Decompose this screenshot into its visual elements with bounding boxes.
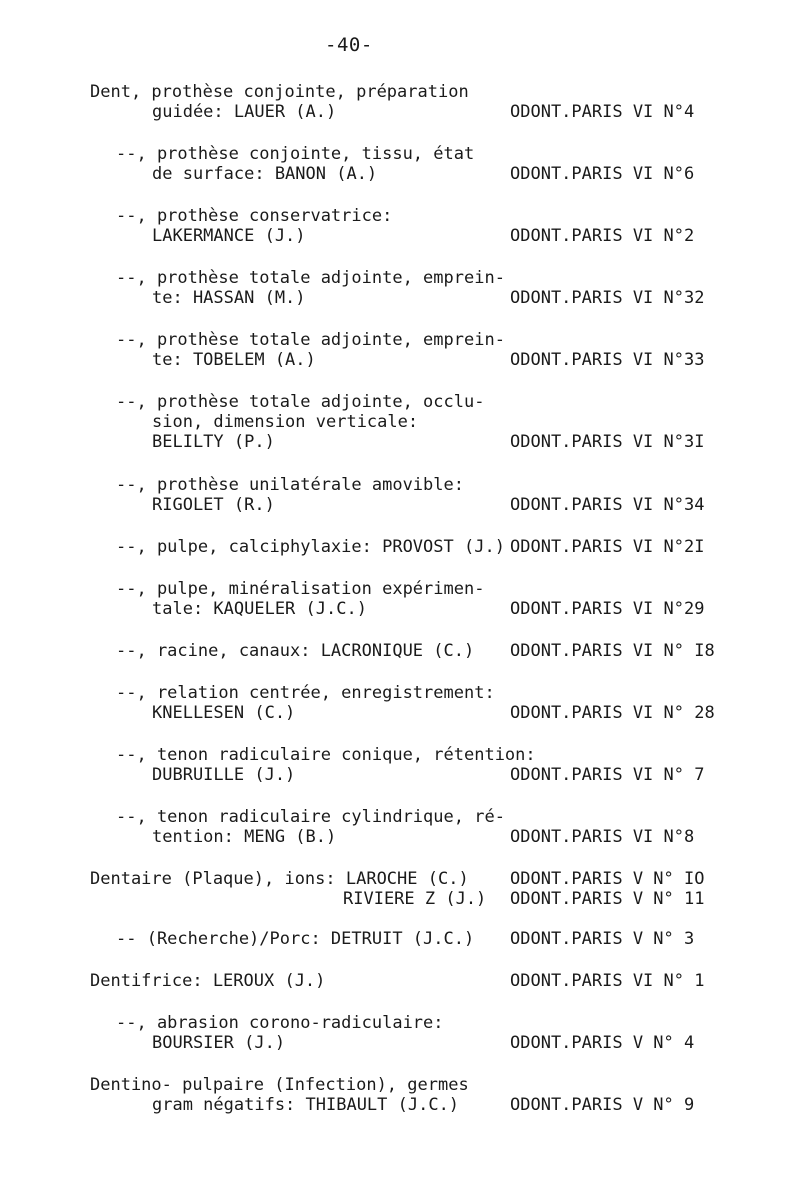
- journal-reference: ODONT.PARIS VI N°3I: [510, 432, 705, 452]
- entry-continuation: sion, dimension verticale:: [152, 412, 419, 432]
- journal-reference: ODONT.PARIS VI N°33: [510, 350, 705, 370]
- journal-reference: ODONT.PARIS VI N°2I: [510, 537, 705, 557]
- journal-reference: ODONT.PARIS VI N° 28: [510, 703, 715, 723]
- entry-heading: -- (Recherche)/Porc: DETRUIT (J.C.): [116, 929, 475, 949]
- entry-heading: --, prothèse conjointe, tissu, état: [116, 144, 475, 164]
- entry-heading: Dent, prothèse conjointe, préparation: [90, 82, 469, 102]
- entry-heading: --, abrasion corono-radiculaire:: [116, 1013, 444, 1033]
- journal-reference: ODONT.PARIS VI N° 1: [510, 971, 705, 991]
- journal-reference: ODONT.PARIS V N° 4: [510, 1033, 695, 1053]
- entry-heading: --, tenon radiculaire cylindrique, ré-: [116, 807, 505, 827]
- entry-continuation: RIVIERE Z (J.): [343, 889, 487, 909]
- entry-continuation: DUBRUILLE (J.): [152, 765, 296, 785]
- journal-reference: ODONT.PARIS VI N°8: [510, 827, 695, 847]
- journal-reference: ODONT.PARIS V N° IO: [510, 869, 705, 889]
- entry-continuation: te: TOBELEM (A.): [152, 350, 316, 370]
- journal-reference: ODONT.PARIS VI N°4: [510, 102, 695, 122]
- entry-continuation: gram négatifs: THIBAULT (J.C.): [152, 1095, 460, 1115]
- journal-reference: ODONT.PARIS V N° 3: [510, 929, 695, 949]
- entry-continuation: tention: MENG (B.): [152, 827, 337, 847]
- journal-reference: ODONT.PARIS VI N°6: [510, 164, 695, 184]
- entry-continuation: KNELLESEN (C.): [152, 703, 296, 723]
- entry-continuation: tale: KAQUELER (J.C.): [152, 599, 367, 619]
- entry-continuation: LAKERMANCE (J.): [152, 226, 306, 246]
- entry-heading: Dentaire (Plaque), ions: LAROCHE (C.): [90, 869, 469, 889]
- entry-continuation: RIGOLET (R.): [152, 495, 275, 515]
- entry-heading: --, relation centrée, enregistrement:: [116, 683, 495, 703]
- entry-continuation: BOURSIER (J.): [152, 1033, 286, 1053]
- entry-continuation: guidée: LAUER (A.): [152, 102, 337, 122]
- journal-reference: ODONT.PARIS VI N°2: [510, 226, 695, 246]
- entry-continuation: de surface: BANON (A.): [152, 164, 378, 184]
- journal-reference: ODONT.PARIS VI N°34: [510, 495, 705, 515]
- entry-heading: --, prothèse totale adjointe, emprein-: [116, 268, 505, 288]
- entry-continuation: te: HASSAN (M.): [152, 288, 306, 308]
- journal-reference: ODONT.PARIS VI N°29: [510, 599, 705, 619]
- entry-heading: --, prothèse totale adjointe, occlu-: [116, 392, 485, 412]
- journal-reference: ODONT.PARIS V N° 9: [510, 1095, 695, 1115]
- page-number: -40-: [325, 34, 373, 56]
- entry-heading: --, tenon radiculaire conique, rétention:: [116, 745, 536, 765]
- journal-reference: ODONT.PARIS VI N° I8: [510, 641, 715, 661]
- entry-continuation: BELILTY (P.): [152, 432, 275, 452]
- entry-heading: --, racine, canaux: LACRONIQUE (C.): [116, 641, 475, 661]
- journal-reference: ODONT.PARIS VI N°32: [510, 288, 705, 308]
- entry-heading: --, prothèse unilatérale amovible:: [116, 475, 464, 495]
- journal-reference: ODONT.PARIS VI N° 7: [510, 765, 705, 785]
- journal-reference: ODONT.PARIS V N° 11: [510, 889, 705, 909]
- entry-heading: --, prothèse totale adjointe, emprein-: [116, 330, 505, 350]
- entry-heading: --, pulpe, calciphylaxie: PROVOST (J.): [116, 537, 505, 557]
- entry-heading: Dentino- pulpaire (Infection), germes: [90, 1075, 469, 1095]
- entry-heading: --, prothèse conservatrice:: [116, 206, 393, 226]
- entry-heading: Dentifrice: LEROUX (J.): [90, 971, 326, 991]
- entry-heading: --, pulpe, minéralisation expérimen-: [116, 579, 485, 599]
